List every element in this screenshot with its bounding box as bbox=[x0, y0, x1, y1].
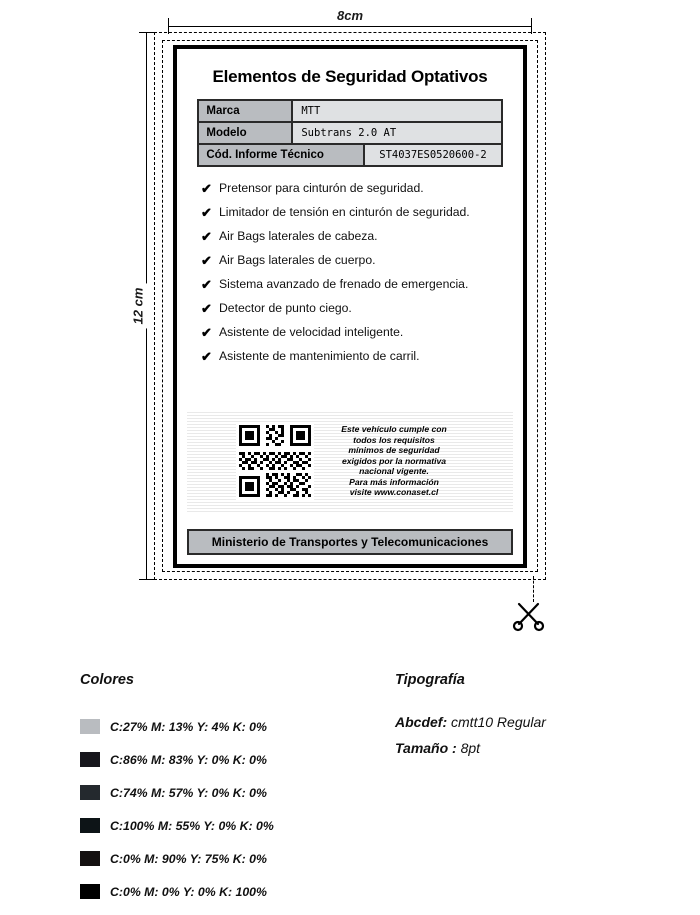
table-row bbox=[199, 101, 500, 123]
size-label: Tamaño : bbox=[395, 740, 457, 756]
typeface-label: Abcdef: bbox=[395, 714, 448, 730]
check-icon: ✔ bbox=[201, 277, 212, 292]
list-item bbox=[201, 277, 505, 292]
check-icon: ✔ bbox=[201, 349, 212, 364]
color-label: C:0% M: 0% Y: 0% K: 100% bbox=[110, 884, 267, 899]
check-icon: ✔ bbox=[201, 301, 212, 316]
list-item bbox=[201, 349, 505, 364]
table-row bbox=[199, 123, 500, 145]
feature-label: Air Bags laterales de cuerpo. bbox=[219, 253, 376, 267]
typography-list bbox=[395, 714, 675, 756]
vehicle-info-table bbox=[197, 99, 502, 167]
list-item bbox=[201, 301, 505, 316]
color-swatch bbox=[80, 818, 100, 833]
list-item bbox=[201, 205, 505, 220]
ministry-footer: Ministerio de Transportes y Telecomunicaciones bbox=[187, 529, 513, 555]
info-value-brand: MTT bbox=[293, 101, 500, 121]
color-swatch bbox=[80, 851, 100, 866]
list-item bbox=[80, 776, 380, 809]
width-dimension bbox=[168, 8, 532, 34]
list-item bbox=[201, 325, 505, 340]
info-key-model: Modelo bbox=[199, 123, 291, 143]
list-item bbox=[80, 710, 380, 743]
table-row bbox=[199, 145, 500, 165]
info-value-model: Subtrans 2.0 AT bbox=[293, 123, 500, 143]
size-value: 8pt bbox=[460, 740, 481, 756]
compliance-line-2: todos los requisitos bbox=[353, 434, 435, 445]
feature-label: Detector de punto ciego. bbox=[219, 301, 352, 315]
list-item bbox=[395, 714, 675, 730]
height-dimension-tick-top bbox=[139, 32, 155, 33]
compliance-text bbox=[324, 424, 464, 498]
feature-label: Asistente de velocidad inteligente. bbox=[219, 325, 404, 339]
info-key-brand: Marca bbox=[199, 101, 291, 121]
color-label: C:100% M: 55% Y: 0% K: 0% bbox=[110, 818, 274, 833]
feature-label: Air Bags laterales de cabeza. bbox=[219, 229, 378, 243]
safety-label-sticker bbox=[173, 45, 527, 568]
color-swatch bbox=[80, 719, 100, 734]
feature-label: Limitador de tensión en cinturón de seguridad. bbox=[219, 205, 470, 219]
color-swatch bbox=[80, 785, 100, 800]
feature-label: Pretensor para cinturón de seguridad. bbox=[219, 181, 424, 195]
colors-column bbox=[80, 672, 380, 908]
check-icon: ✔ bbox=[201, 229, 212, 244]
page-title: Elementos de Seguridad Optativos bbox=[212, 67, 488, 86]
list-item bbox=[201, 253, 505, 268]
list-item bbox=[80, 842, 380, 875]
colors-title: Colores bbox=[80, 672, 134, 688]
color-label: C:86% M: 83% Y: 0% K: 0% bbox=[110, 752, 267, 767]
height-dimension-label: 12 cm bbox=[129, 284, 148, 329]
check-icon: ✔ bbox=[201, 325, 212, 340]
feature-label: Asistente de mantenimiento de carril. bbox=[219, 349, 420, 363]
info-value-report-code: ST4037ES0520600-2 bbox=[365, 145, 500, 165]
list-item bbox=[201, 229, 505, 244]
color-label: C:74% M: 57% Y: 0% K: 0% bbox=[110, 785, 267, 800]
list-item bbox=[80, 875, 380, 908]
height-dimension-tick-bottom bbox=[139, 579, 155, 580]
qr-code-icon bbox=[236, 422, 314, 500]
check-icon: ✔ bbox=[201, 205, 212, 220]
list-item bbox=[395, 740, 675, 756]
compliance-line-3: mínimos de seguridad bbox=[348, 445, 440, 456]
qr-info-block bbox=[187, 410, 513, 512]
scissors-icon bbox=[512, 598, 546, 632]
compliance-line-6: Para más información bbox=[349, 476, 439, 487]
check-icon: ✔ bbox=[201, 253, 212, 268]
info-key-report-code: Cód. Informe Técnico bbox=[199, 145, 363, 165]
typography-title: Tipografía bbox=[395, 672, 465, 688]
typeface-value: cmtt10 Regular bbox=[451, 714, 546, 730]
width-dimension-label: 8cm bbox=[331, 8, 369, 23]
color-label: C:0% M: 90% Y: 75% K: 0% bbox=[110, 851, 267, 866]
features-list bbox=[201, 181, 505, 364]
compliance-line-7: visite bbox=[349, 487, 375, 498]
legend-section bbox=[0, 672, 700, 902]
conaset-website-link[interactable]: www.conaset.cl bbox=[374, 487, 439, 498]
typography-column bbox=[395, 672, 675, 766]
width-dimension-line bbox=[168, 26, 532, 27]
compliance-line-4: exigidos por la normativa bbox=[341, 455, 447, 466]
list-item bbox=[80, 743, 380, 776]
check-icon: ✔ bbox=[201, 181, 212, 196]
list-item bbox=[80, 809, 380, 842]
color-list bbox=[80, 710, 380, 908]
feature-label: Sistema avanzado de frenado de emergencia. bbox=[219, 277, 469, 291]
height-dimension bbox=[128, 32, 154, 580]
compliance-line-5: nacional vigente. bbox=[359, 466, 429, 477]
list-item bbox=[201, 181, 505, 196]
compliance-line-1: Este vehículo cumple con bbox=[341, 424, 447, 435]
color-label: C:27% M: 13% Y: 4% K: 0% bbox=[110, 719, 267, 734]
color-swatch bbox=[80, 752, 100, 767]
color-swatch bbox=[80, 884, 100, 899]
